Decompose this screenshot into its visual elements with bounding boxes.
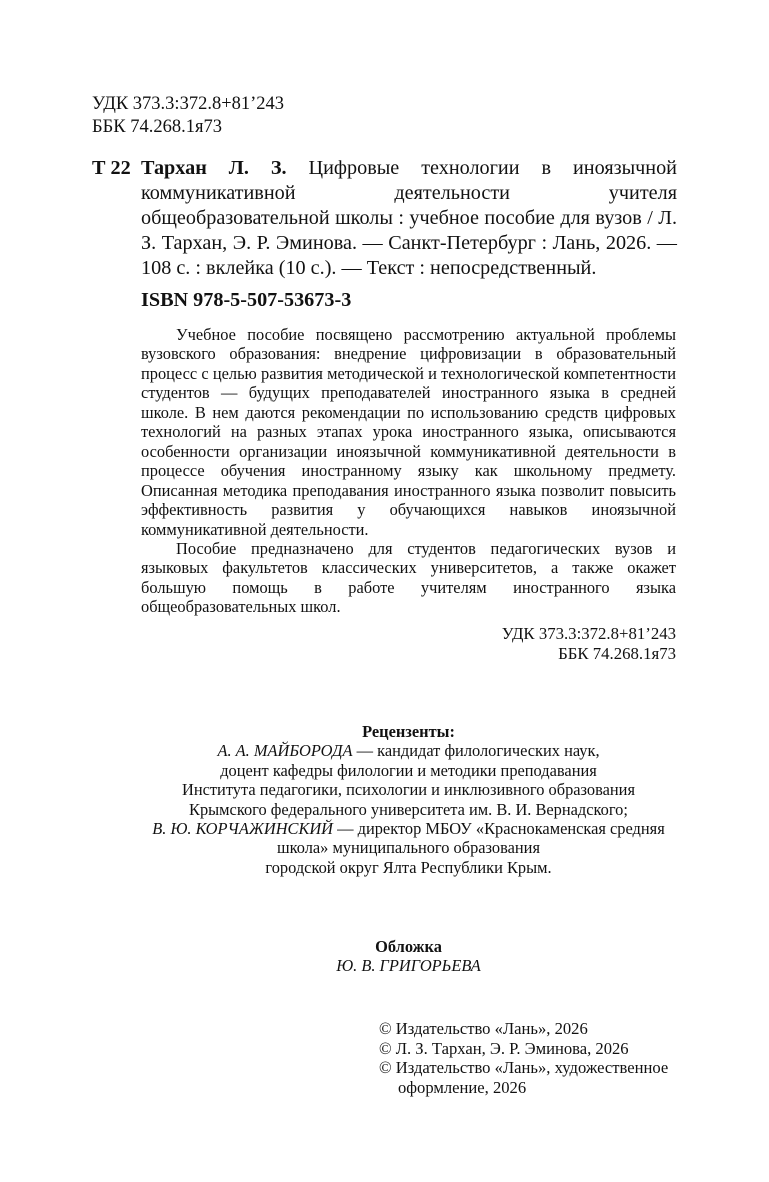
reviewer-2-line-2: школа» муниципального образования <box>276 838 540 858</box>
udk-code: УДК 373.3:372.8+81’243 <box>92 94 285 114</box>
bibliographic-entry <box>92 156 677 281</box>
reviewers-heading: Рецензенты: <box>362 722 455 741</box>
copyright-line-4: оформление, 2026 <box>398 1077 527 1097</box>
author-mark: Т 22 <box>92 157 131 179</box>
entry-text: Цифровые технологии в иноязычной коммуникативной деятельности учителя общеобразовательной школы : учебное пособие для вузов / Л. З. Тархан, Э. Р. Эминова. — Санкт-Петербург : Лань, 2026. — 108 с. : вклейка (10 с.). — Текст : непосредственный. <box>141 157 677 279</box>
reviewer-1-line-4: Крымского федерального университета им. В. И. Вернадского; <box>189 799 628 819</box>
reviewer-1-name: А. А. МАЙБОРОДА <box>217 741 353 761</box>
reviewers-block <box>141 722 676 877</box>
footer-bbk: ББК 74.268.1я73 <box>558 643 676 663</box>
reviewer-2 <box>141 819 676 838</box>
footer-codes <box>502 624 676 663</box>
bibliographic-description <box>141 156 677 281</box>
copyright-block <box>379 1019 668 1097</box>
copyright-line-3: © Издательство «Лань», художественное <box>379 1058 669 1077</box>
copyright-line-1: © Издательство «Лань», 2026 <box>379 1019 588 1038</box>
copyright-line-2: © Л. З. Тархан, Э. Р. Эминова, 2026 <box>379 1038 629 1058</box>
annotation <box>141 325 676 617</box>
classification-codes <box>92 93 284 139</box>
reviewer-1-title: — кандидат филологических наук, <box>352 741 600 761</box>
reviewer-1 <box>141 741 676 760</box>
reviewer-1-line-3: Института педагогики, психологии и инклюзивного образования <box>182 780 635 800</box>
entry-author: Тархан Л. З. <box>141 157 287 179</box>
annotation-paragraph-2: Пособие предназначено для студентов педагогических вузов и языковых факультетов классических университетов, а также окажет большую помощь в работе учителям иностранного языка общеобразовательных школ. <box>141 538 676 617</box>
reviewer-2-title: — директор МБОУ «Краснокаменская средняя <box>333 819 665 839</box>
cover-credit <box>141 937 676 976</box>
isbn: ISBN 978-5-507-53673-3 <box>141 289 352 311</box>
bbk-code: ББК 74.268.1я73 <box>92 117 222 137</box>
reviewer-2-line-3: городской округ Ялта Республики Крым. <box>265 857 552 877</box>
reviewer-1-line-2: доцент кафедры филологии и методики преподавания <box>220 760 597 780</box>
annotation-paragraph-1: Учебное пособие посвящено рассмотрению актуальной проблемы вузовского образования: внедрение цифровизации в образовательный процесс с целью развития методической и технологической компетентности студентов — будущих преподавателей иностранного языка в средней школе. В нем даются рекомендации по использованию средств цифровых технологий на разных этапах урока иностранного языка, описываются особенности организации иноязычной коммуникативной деятельности в процессе обучения иностранному языку как школьному предмету. Описанная методика преподавания иностранного языка позволит повысить эффективность развития у обучающихся навыков иноязычной коммуникативной деятельности. <box>141 325 676 539</box>
footer-udk: УДК 373.3:372.8+81’243 <box>501 624 676 643</box>
cover-heading: Обложка <box>375 937 442 956</box>
reviewer-2-name: В. Ю. КОРЧАЖИНСКИЙ <box>152 819 334 839</box>
cover-designer: Ю. В. ГРИГОРЬЕВА <box>336 956 481 976</box>
